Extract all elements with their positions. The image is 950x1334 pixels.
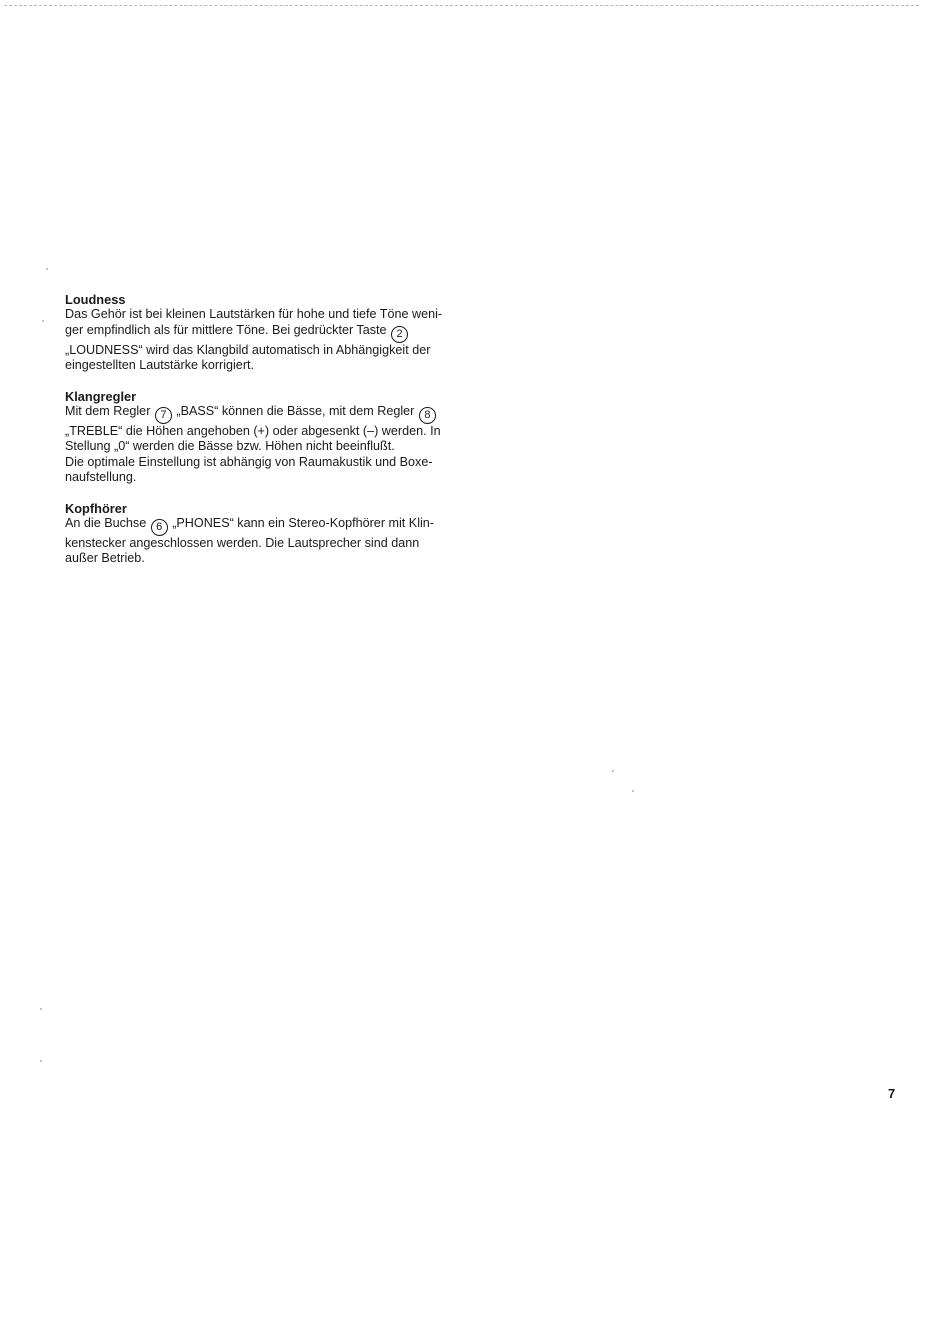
scan-speck	[612, 770, 614, 772]
scan-speck	[632, 790, 634, 792]
control-number-8-badge: 8	[419, 407, 436, 424]
section-kopfhoerer	[65, 501, 465, 567]
paragraph-klangregler	[65, 404, 465, 486]
scan-speck	[40, 1060, 42, 1062]
scan-speck	[46, 268, 48, 270]
text-run: Das Gehör ist bei kleinen Lautstärken für hohe und tiefe Töne weni- ger empfindlich als für mittlere Töne. Bei gedrückter Taste	[65, 307, 443, 337]
control-number-2-badge: 2	[391, 326, 408, 343]
text-run: „PHONES“ kann ein Stereo-Kopfhörer mit Klin- kenstecker angeschlossen werden. Die Lautsprecher sind dann außer Betrieb.	[65, 516, 434, 566]
section-klangregler	[65, 389, 465, 486]
heading-kopfhoerer: Kopfhörer	[65, 500, 127, 516]
control-number-7-badge: 7	[155, 407, 172, 424]
control-number-6-badge: 6	[151, 519, 168, 536]
scan-speck	[40, 1008, 42, 1010]
text-run: An die Buchse	[65, 516, 150, 531]
text-run: Mit dem Regler	[65, 404, 154, 419]
heading-loudness: Loudness	[65, 292, 126, 307]
heading-klangregler: Klangregler	[65, 388, 137, 404]
scan-top-edge	[4, 5, 919, 6]
paragraph-loudness	[65, 307, 465, 373]
text-run: „BASS“ können die Bässe, mit dem Regler	[172, 404, 418, 419]
section-loudness	[65, 292, 465, 374]
page-number: 7	[888, 1086, 896, 1101]
paragraph-kopfhoerer	[65, 516, 465, 567]
text-run: „LOUDNESS“ wird das Klangbild automatisch in Abhängigkeit der eingestellten Lautstärke korrigiert.	[65, 342, 431, 373]
scan-speck	[42, 320, 44, 322]
manual-text-column	[65, 292, 465, 582]
text-run: „TREBLE“ die Höhen angehoben (+) oder abgesenkt (–) werden. In Stellung „0“ werden die Bässe bzw. Höhen nicht beeinflußt. Die optimale Einstellung ist abhängig von Raumakustik und Boxe- naufstellung.	[65, 424, 441, 485]
